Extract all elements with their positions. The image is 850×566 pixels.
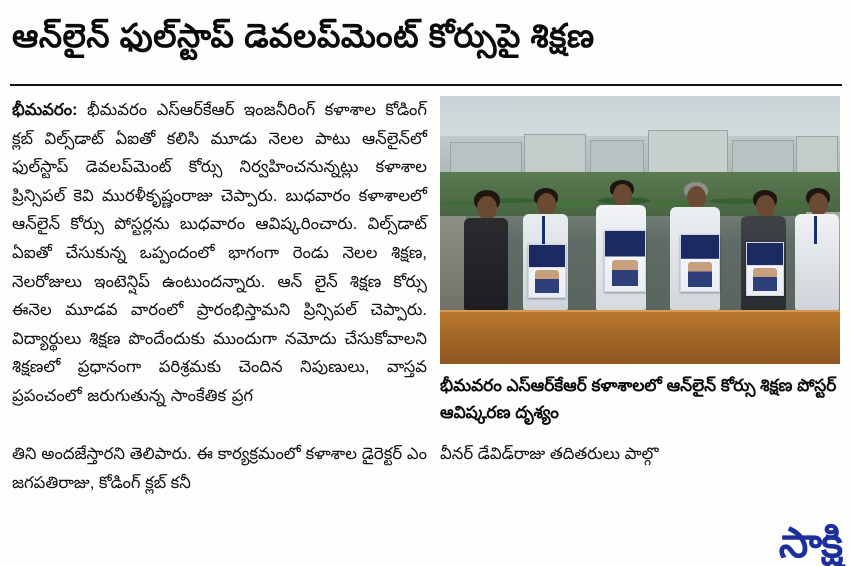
person [664,182,726,310]
article-body-bottom-left: తిని అందజేస్తారని తెలిపారు. ఈ కార్యక్రమంలో కళాశాల డైరెక్టర్ ఎం జగపతిరాజు, కోడింగ్ క్లబ్ కనీ [12,445,427,492]
sakshi-watermark-logo: సాక్షి [778,519,842,566]
article-body-left [12,96,427,411]
poster-launch-photo [440,96,840,364]
dateline: భీమవరం: [12,101,78,119]
person [458,190,514,310]
article-body-bottom-right: వీనర్ డేవిడ్‌రాజు తదితరులు పాల్గొ [440,445,659,463]
head [537,193,556,216]
lanyard [814,216,817,244]
head [687,186,706,209]
head [477,196,497,220]
person [736,190,792,310]
person [590,180,652,310]
article-body-left-text: భీమవరం ఎస్‌ఆర్‌కేఆర్ ఇంజనీరింగ్ కళాశాల కోడింగ్ క్లబ్ విల్స్‌డాట్ ఏఐతో కలిసి మూడు నెలల పాటు ఆన్‌లైన్‌లో ఫుల్‌స్టాప్ డెవలప్‌మెంట్ కోర్సు నిర్వహించనున్నట్లు కళాశాల ప్రిన్సిపల్ కెవి మురళీకృష్ణంరాజు చెప్పారు. బుధవారం కళాశాలలో ఆన్‌లైన్ కోర్సు పోస్టర్లను బుధవారం ఆవిష్కరించారు. విల్స్‌డాట్ ఏఐతో చేసుకున్న ఒప్పందంలో భాగంగా రెండు నెలల శిక్షణ, నెలరోజులు ఇంటెన్షిప్ ఉంటుందన్నారు. ఆన్ లైన్ శిక్షణ కోర్సు ఈనెల మూడవ వారంలో ప్రారంభిస్తామని ప్రిన్సిపల్ చెప్పారు. విద్యార్థులు శిక్షణ పొందేందుకు ముందుగా నమోదు చేసుకోవాలని శిక్షణలో ప్రధానంగా పరిశ్రమకు చెందిన నిపుణులు, వాస్తవ ప్రపంచంలో జరుగుతున్న సాంకేతిక ప్రగ [12,101,427,405]
head [613,184,632,207]
torso [464,218,508,310]
torso [795,214,839,310]
headline-divider [10,84,842,86]
photo-scene [440,96,840,364]
person [516,188,574,310]
course-poster [746,242,784,296]
person [792,188,840,310]
course-poster [528,244,566,298]
page-title: ఆన్‌లైన్ ఫుల్‌స్టాప్ డెవలప్‌మెంట్ కోర్సుపై శిక్షణ [12,17,595,54]
lanyard [542,216,545,246]
course-poster [604,230,646,292]
photo-caption: భీమవరం ఎస్‌ఆర్‌కేఆర్ కళాశాలలో ఆన్‌లైన్ కోర్సు శిక్షణ పోస్టర్ ఆవిష్కరణ దృశ్యం [440,376,837,422]
head [756,195,775,218]
head [809,193,828,216]
photo-table [440,310,840,364]
course-poster [680,234,720,292]
